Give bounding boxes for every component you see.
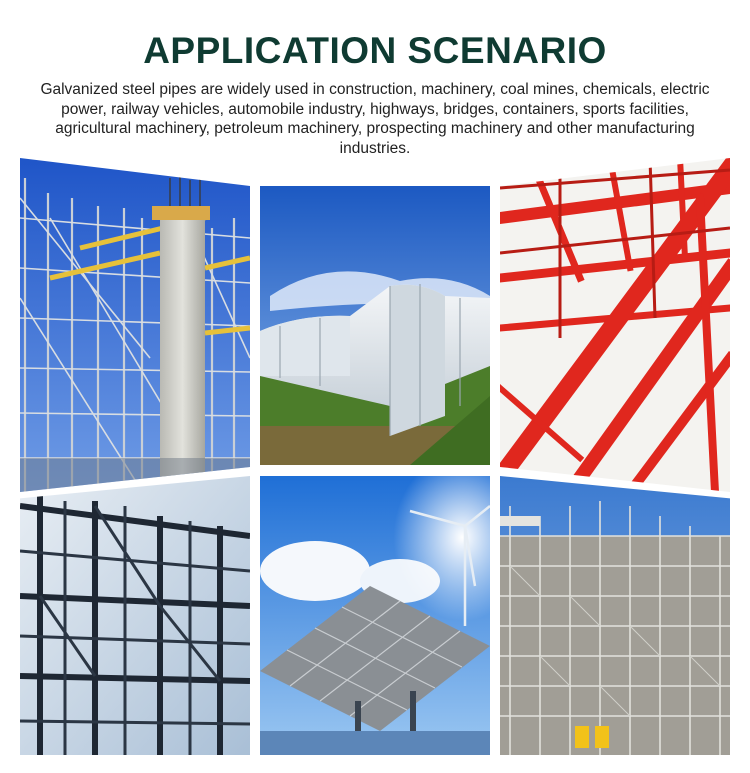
building-scaffolding-photo bbox=[500, 476, 730, 755]
scaffolding-column-photo bbox=[20, 158, 250, 492]
description-text: Galvanized steel pipes are widely used in construction, machinery, coal mines, chemicals, electric power, railway vehicles, automobile industry, highways, bridges, containers, sports facilities, agricultural machinery, petroleum machinery, prospecting machinery and other manufacturing industries. bbox=[40, 81, 710, 157]
greenhouse-photo bbox=[260, 186, 490, 465]
solar-panel-wind-turbine-photo bbox=[260, 476, 490, 755]
steel-frame-silhouette-photo bbox=[20, 476, 250, 755]
page-title: APPLICATION SCENARIO bbox=[143, 30, 607, 71]
red-steel-structure-photo bbox=[500, 158, 730, 492]
